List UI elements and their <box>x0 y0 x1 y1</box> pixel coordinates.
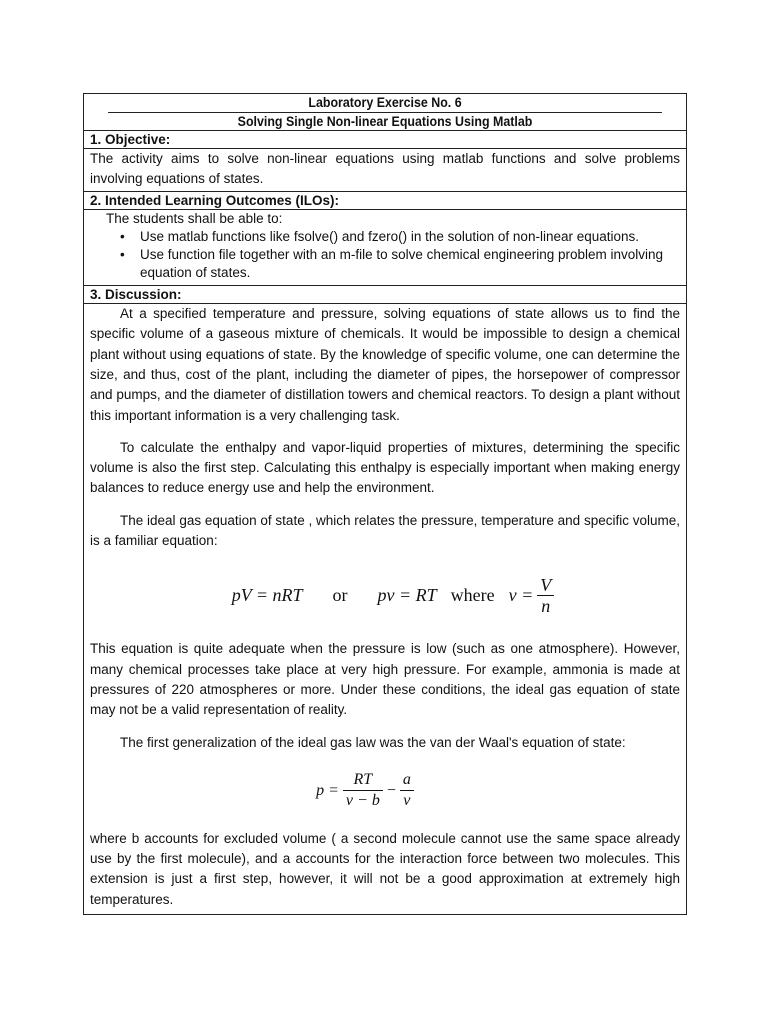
van-der-waals-equation <box>90 753 680 829</box>
eq-denominator: v − b <box>345 792 380 810</box>
lab-exercise-document <box>83 93 687 915</box>
discussion-paragraph-4: This equation is quite adequate when the pressure is low (such as one atmosphere). However, many chemical processes take place at very high pressure. For example, ammonia is made at pressures of 220 atmospheres or more. Under these conditions, the ideal gas equation of state may not be a valid representation of reality. <box>90 641 680 718</box>
eq-or: or <box>332 585 348 606</box>
ilos-heading: 2. Intended Learning Outcomes (ILOs): <box>84 191 686 209</box>
discussion-paragraph-3: The ideal gas equation of state , which relates the pressure, temperature and specific volume, is a familiar equation: <box>90 512 680 549</box>
eq-pv-nrt: pV = nRT <box>231 585 303 606</box>
ilos-section <box>84 209 686 286</box>
eq-fraction-v-over-n <box>537 575 554 617</box>
eq-numerator: a <box>400 770 414 791</box>
document-title: Laboratory Exercise No. 6 <box>308 95 462 110</box>
discussion-section <box>84 303 686 914</box>
eq-minus: − <box>386 781 396 799</box>
discussion-paragraph-5: The first generalization of the ideal gas law was the van der Waal's equation of state: <box>120 734 626 750</box>
ilos-list <box>90 228 680 282</box>
objective-text: The activity aims to solve non-linear equations using matlab functions and solve problems involving equations of states. <box>84 148 686 191</box>
discussion-paragraph-2: To calculate the enthalpy and vapor-liquid properties of mixtures, determining the specific volume is also the first step. Calculating this enthalpy is especially important when making energy balances to reduce energy use and help the environment. <box>90 439 680 496</box>
ideal-gas-equation <box>90 551 680 639</box>
eq-p-lhs: p = <box>316 781 339 799</box>
eq-v-hat-lhs: v = <box>508 585 534 606</box>
list-item: • Use function file together with an m-file to solve chemical engineering problem involving equation of states. <box>140 246 680 281</box>
eq-pv-rt: pv = RT <box>377 585 437 606</box>
discussion-heading: 3. Discussion: <box>84 285 686 303</box>
list-item: • Use matlab functions like fsolve() and fzero() in the solution of non-linear equations. <box>140 228 680 246</box>
eq-denominator: n <box>541 595 551 616</box>
eq-fraction-a <box>400 770 414 812</box>
discussion-paragraph-1: At a specified temperature and pressure, solving equations of state allows us to find the specific volume of a gaseous mixture of chemicals. It would be impossible to design a chemical plant without using equations of state. By the knowledge of specific volume, one can determine the size, and thus, cost of the plant, including the diameter of pipes, the horsepower of compressor and pumps, and the diameter of distillation towers and chemical reactors. To design a plant without this important information is a very challenging task. <box>90 306 680 423</box>
eq-numerator: RT <box>343 770 383 791</box>
eq-numerator: V <box>537 575 554 596</box>
discussion-paragraph-6: where b accounts for excluded volume ( a second molecule cannot use the same space already use by the first molecule), and a accounts for the interaction force between two molecules. This extension is just a first step, however, it will not be a good approximation at extremely high temperatures. <box>90 830 680 907</box>
document-subtitle: Solving Single Non-linear Equations Using Matlab <box>108 112 662 130</box>
ilos-intro: The students shall be able to: <box>106 210 283 226</box>
eq-where: where <box>450 585 495 606</box>
eq-fraction-rt <box>343 770 383 812</box>
eq-denominator: v <box>403 792 411 810</box>
objective-heading: 1. Objective: <box>84 130 686 148</box>
